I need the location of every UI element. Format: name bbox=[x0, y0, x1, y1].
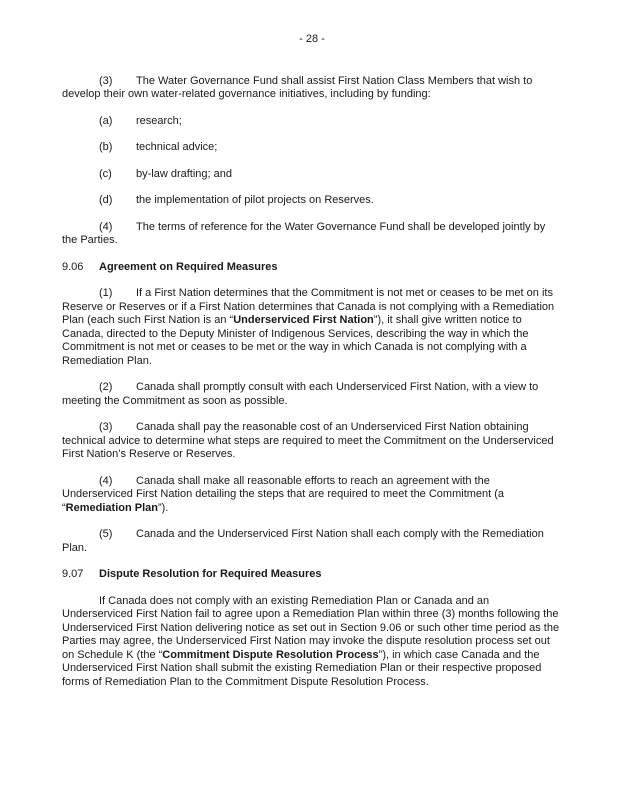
list-item-label: (c) bbox=[99, 167, 112, 180]
section-9-06-paragraph-2 bbox=[62, 381, 562, 408]
paragraph-text: Canada shall pay the reasonable cost of an Underserviced First Nation obtaining technical advice to determine what steps are required to meet the Commitment on the Underserviced First Nation’s Reserve or Reserves. bbox=[62, 421, 554, 460]
section-title: Dispute Resolution for Required Measures bbox=[99, 568, 322, 580]
section-title: Agreement on Required Measures bbox=[99, 260, 278, 273]
section-number: 9.06 bbox=[62, 260, 84, 273]
document-content bbox=[0, 75, 624, 690]
paragraph-text: If a First Nation determines that the Commitment is not met or ceases to be met on its Reserve or Reserves or if a First Nation determines that Canada is not complying with a Remediation Plan (each such First Nation is an “ bbox=[62, 287, 555, 326]
paragraph-number: (4) bbox=[99, 220, 113, 233]
paragraph-number: (3) bbox=[99, 421, 113, 433]
list-item-label: (d) bbox=[99, 194, 113, 206]
section-heading-9-07 bbox=[62, 568, 562, 582]
page-number: - 28 - bbox=[299, 33, 325, 45]
section-9-06-paragraph-4 bbox=[62, 475, 562, 516]
paragraph-number: (2) bbox=[99, 381, 113, 393]
list-item-a bbox=[62, 115, 562, 129]
paragraph-number: (1) bbox=[99, 287, 113, 299]
list-item-text: by-law drafting; and bbox=[136, 167, 232, 180]
list-item-b bbox=[62, 141, 562, 155]
paragraph-text: ”), in which case Canada and the Underserviced First Nation shall submit the existing Remediation Plan or their respective proposed forms of Remediation Plan to the Commitment Dispute Resolution Process. bbox=[62, 648, 542, 688]
list-item-label: (a) bbox=[99, 114, 113, 127]
paragraph-text: The terms of reference for the Water Governance Fund shall be developed jointly by the Parties. bbox=[62, 220, 546, 246]
paragraph-text: Canada shall make all reasonable efforts to reach an agreement with the Underserviced First Nation detailing the steps that are required to meet the Commitment (a “ bbox=[62, 474, 505, 514]
section-9-06-paragraph-5 bbox=[62, 528, 562, 555]
list-item-text: technical advice; bbox=[136, 141, 218, 153]
paragraph-text: Canada shall promptly consult with each Underserviced First Nation, with a view to meeting the Commitment as soon as possible. bbox=[62, 381, 539, 407]
list-item-d bbox=[62, 194, 562, 208]
paragraph-number: (5) bbox=[99, 528, 113, 540]
defined-term: Remediation Plan bbox=[65, 501, 158, 514]
paragraph-number: (3) bbox=[99, 74, 113, 87]
defined-term: Commitment Dispute Resolution Process bbox=[162, 648, 379, 661]
section-number: 9.07 bbox=[62, 568, 84, 580]
section-9-06-paragraph-3 bbox=[62, 421, 562, 462]
paragraph-text: ”), it shall give written notice to Canada, directed to the Deputy Minister of Indigenous Services, describing the way in which the Commitment is not met or ceases to be met or the way in which Canada is not complying with a Remediation Plan. bbox=[62, 314, 529, 367]
defined-term: Underserviced First Nation bbox=[233, 314, 374, 326]
section-heading-9-06 bbox=[62, 261, 562, 275]
paragraph-4 bbox=[62, 221, 562, 248]
paragraph-text: ”). bbox=[157, 501, 169, 514]
paragraph-text: The Water Governance Fund shall assist First Nation Class Members that wish to develop their own water-related governance initiatives, including by funding: bbox=[62, 74, 533, 100]
paragraph-3 bbox=[62, 75, 562, 102]
section-9-06-paragraph-1 bbox=[62, 287, 562, 368]
list-item-text: research; bbox=[136, 114, 182, 127]
section-9-07-body bbox=[62, 595, 562, 690]
list-item-label: (b) bbox=[99, 141, 113, 153]
paragraph-number: (4) bbox=[99, 474, 113, 487]
paragraph-text: If Canada does not comply with an existing Remediation Plan or Canada and an Underserviced First Nation fail to agree upon a Remediation Plan within three (3) months following the Underserviced First Nation delivering notice as set out in Section 9.06 or such other time period as the Parties may agree, the Underserviced First Nation may invoke the dispute resolution process set out on Schedule K (the “ bbox=[62, 594, 560, 661]
paragraph-text: Canada and the Underserviced First Nation shall each comply with the Remediation Plan. bbox=[62, 528, 544, 554]
list-item-text: the implementation of pilot projects on Reserves. bbox=[136, 194, 374, 206]
list-item-c bbox=[62, 168, 562, 182]
